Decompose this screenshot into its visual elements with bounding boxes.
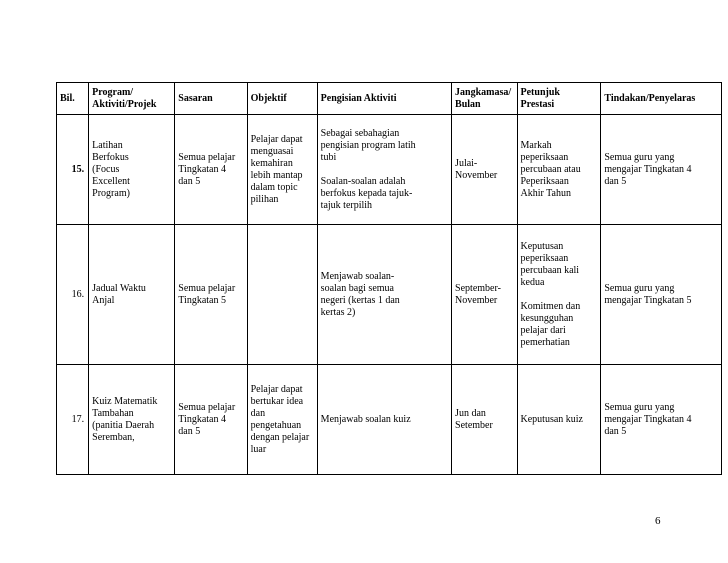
- cell-pengisian: Sebagai sebahagian pengisian program latih tubi Soalan-soalan adalah berfokus kepada tajuk- tajuk terpilih: [317, 115, 451, 225]
- cell-program: Jadual Waktu Anjal: [89, 225, 175, 365]
- table-row: [57, 225, 722, 365]
- cell-petunjuk: Keputusan peperiksaan percubaan kali kedua Komitmen dan kesungguhan pelajar dari pemerhatian: [517, 225, 601, 365]
- cell-petunjuk: Markah peperiksaan percubaan atau Peperiksaan Akhir Tahun: [517, 115, 601, 225]
- header-objektif: Objektif: [247, 83, 317, 115]
- cell-pengisian: Menjawab soalan- soalan bagi semua negeri (kertas 1 dan kertas 2): [317, 225, 451, 365]
- cell-bil: 17.: [57, 365, 89, 475]
- table-row: [57, 365, 722, 475]
- cell-sasaran: Semua pelajar Tingkatan 4 dan 5: [175, 115, 247, 225]
- activity-table: [56, 82, 722, 475]
- page-number: 6: [655, 515, 661, 527]
- header-sasaran: Sasaran: [175, 83, 247, 115]
- cell-pengisian: Menjawab soalan kuiz: [317, 365, 451, 475]
- cell-bil: 15.: [57, 115, 89, 225]
- table-row: [57, 115, 722, 225]
- cell-sasaran: Semua pelajar Tingkatan 5: [175, 225, 247, 365]
- cell-jangkamasa: September- November: [452, 225, 517, 365]
- header-petunjuk: Petunjuk Prestasi: [517, 83, 601, 115]
- cell-objektif: [247, 225, 317, 365]
- header-jangkamasa: Jangkamasa/ Bulan: [452, 83, 517, 115]
- cell-tindakan: Semua guru yang mengajar Tingkatan 4 dan 5: [601, 365, 722, 475]
- header-bil: Bil.: [57, 83, 89, 115]
- cell-petunjuk: Keputusan kuiz: [517, 365, 601, 475]
- cell-bil: 16.: [57, 225, 89, 365]
- header-program: Program/ Aktiviti/Projek: [89, 83, 175, 115]
- table-header-row: [57, 83, 722, 115]
- cell-jangkamasa: Julai- November: [452, 115, 517, 225]
- cell-program: Latihan Berfokus (Focus Excellent Program): [89, 115, 175, 225]
- header-pengisian: Pengisian Aktiviti: [317, 83, 451, 115]
- cell-objektif: Pelajar dapat menguasai kemahiran lebih mantap dalam topic pilihan: [247, 115, 317, 225]
- cell-tindakan: Semua guru yang mengajar Tingkatan 4 dan 5: [601, 115, 722, 225]
- cell-program: Kuiz Matematik Tambahan (panitia Daerah Seremban,: [89, 365, 175, 475]
- cell-jangkamasa: Jun dan Setember: [452, 365, 517, 475]
- header-tindakan: Tindakan/Penyelaras: [601, 83, 722, 115]
- cell-tindakan: Semua guru yang mengajar Tingkatan 5: [601, 225, 722, 365]
- cell-sasaran: Semua pelajar Tingkatan 4 dan 5: [175, 365, 247, 475]
- cell-objektif: Pelajar dapat bertukar idea dan pengetahuan dengan pelajar luar: [247, 365, 317, 475]
